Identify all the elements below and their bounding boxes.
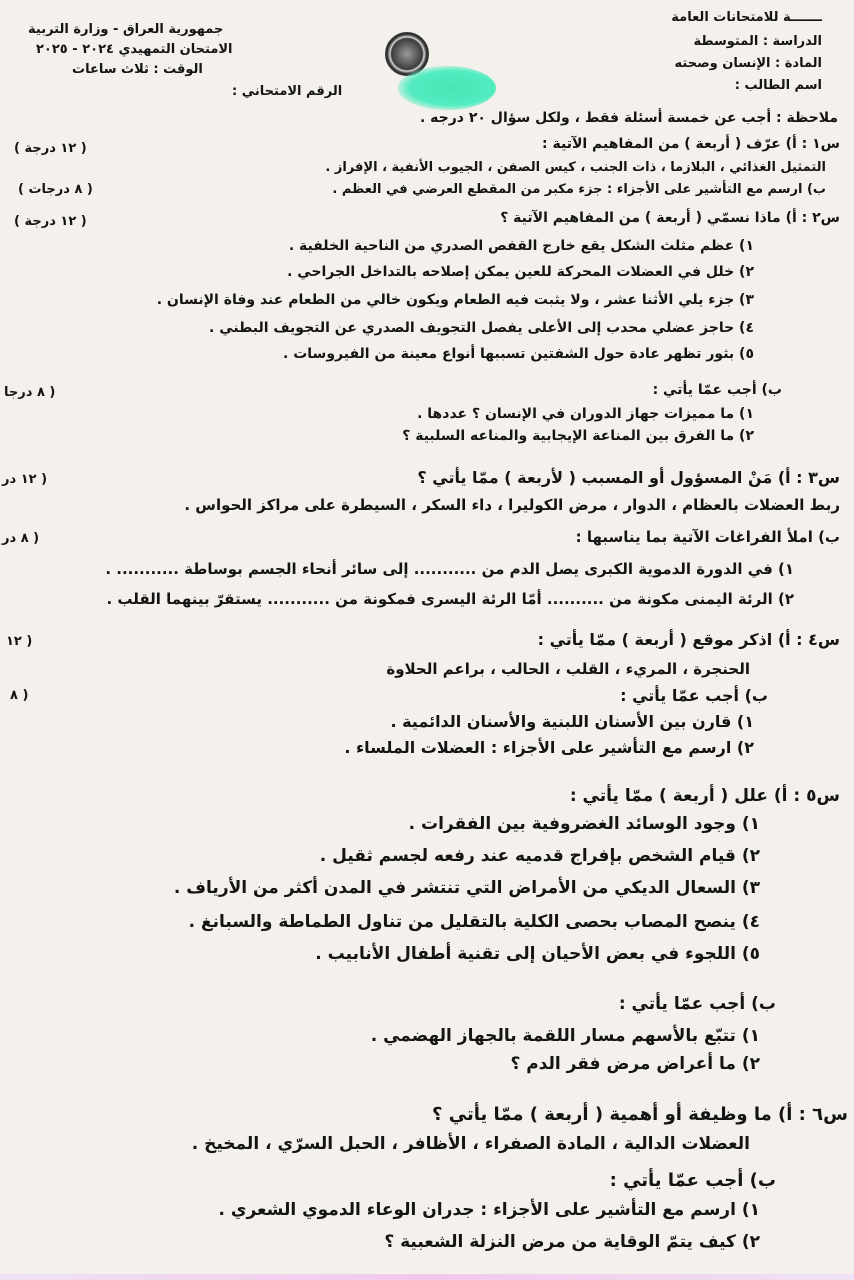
q5-a-item-1: ١) وجود الوسائد الغضروفية بين الفقرات . (408, 814, 760, 834)
q4-b-title: ب) أجب عمّا يأتي : (620, 686, 768, 705)
q3-b-title: ب) املأ الفراغات الآتية بما يناسبها : (575, 528, 840, 546)
q1-a-items: التمثيل الغذائي ، البلازما ، ذات الجنب ، كيس الصفن ، الجيوب الأنفية ، الإفراز . (325, 160, 826, 175)
q2-a-mark: ( ١٢ درجة ) (14, 214, 87, 229)
q2-b-mark: ( ٨ درجا (4, 385, 56, 400)
q5-a-item-4: ٤) ينصح المصاب بحصى الكلية بالتقليل من تناول الطماطة والسبانغ . (188, 912, 760, 932)
q4-b-item-1: ١) قارن بين الأسنان اللبنية والأسنان الدائمية . (390, 712, 754, 731)
page-bottom-edge (0, 1274, 854, 1280)
q5-b-title: ب) أجب عمّا يأتي : (618, 994, 776, 1014)
q1-b-mark: ( ٨ درجات ) (18, 182, 93, 197)
q3-a-title: س٣ : أ) مَنْ المسؤول أو المسبب ( لأربعة ) ممّا يأتي ؟ (417, 468, 840, 487)
q2-b-item-1: ١) ما مميزات جهاز الدوران في الإنسان ؟ عددها . (417, 406, 754, 422)
q3-b-mark: ( ٨ در (2, 531, 40, 546)
q5-a-title: س٥ : أ) علل ( أربعة ) ممّا يأتي : (569, 786, 840, 806)
q4-b-item-2: ٢) ارسم مع التأشير على الأجزاء : العضلات الملساء . (344, 738, 754, 757)
q6-a-title: س٦ : أ) ما وظيفة أو أهمية ( أربعة ) ممّا يأتي ؟ (432, 1104, 848, 1125)
header-right-line-1: ـــــــة للامتحانات العامة (671, 10, 822, 25)
header-right-line-4: اسم الطالب : (734, 78, 822, 93)
header-right-line-2: الدراسة : المتوسطة (693, 34, 822, 49)
header-right-line-3: المادة : الإنسان وصحته (674, 56, 822, 71)
q3-a-items: ربط العضلات بالعظام ، الدوار ، مرض الكوليرا ، داء السكر ، السيطرة على مراكز الحواس . (184, 496, 840, 514)
q2-a-item-5: ٥) بثور تظهر عادة حول الشفتين تسببها أنواع معينة من الفيروسات . (283, 346, 754, 362)
q6-b-item-2: ٢) كيف يتمّ الوقاية من مرض النزلة الشعبية ؟ (384, 1232, 760, 1252)
q4-b-mark: ( ٨ (10, 688, 29, 703)
q1-a-title: س١ : أ) عرّف ( أربعة ) من المفاهيم الآتية : (542, 136, 840, 152)
q5-b-item-1: ١) تتبّع بالأسهم مسار اللقمة بالجهاز الهضمي . (370, 1026, 760, 1046)
header-left-line-1: جمهورية العراق - وزارة التربية (28, 22, 224, 37)
q5-a-item-2: ٢) قيام الشخص بإفراج قدميه عند رفعه لجسم ثقيل . (319, 846, 760, 866)
q5-a-item-5: ٥) اللجوء في بعض الأحيان إلى تقنية أطفال الأنابيب . (315, 944, 760, 964)
q2-a-item-4: ٤) حاجز عضلي محدب إلى الأعلى يفصل التجويف الصدري عن التجويف البطني . (209, 320, 754, 336)
q1-a-mark: ( ١٢ درجة ) (14, 141, 87, 156)
q4-a-mark: ( ١٢ (6, 634, 33, 649)
q2-b-item-2: ٢) ما الفرق بين المناعة الإيجابية والمناعه السلبية ؟ (402, 428, 754, 444)
q2-a-title: س٢ : أ) ماذا نسمّي ( أربعة ) من المفاهيم الآتية ؟ (500, 210, 840, 226)
q4-a-items: الحنجرة ، المريء ، القلب ، الحالب ، براعم الحلاوة (386, 660, 750, 678)
q2-a-item-2: ٢) خلل في العضلات المحركة للعين يمكن إصلاحه بالتداخل الجراحي . (287, 264, 754, 280)
q3-b-item-2: ٢) الرئة اليمنى مكونة من .......... أمّا الرئة اليسرى فمكونة من ........... يستقرّ بينهما القلب . (106, 590, 794, 608)
q5-a-item-3: ٣) السعال الديكي من الأمراض التي تنتشر في المدن أكثر من الأرياف . (173, 878, 760, 898)
header-left-line-2: الامتحان التمهيدي ٢٠٢٤ - ٢٠٢٥ (36, 42, 233, 57)
exam-note: ملاحظة : أجب عن خمسة أسئلة فقط ، ولكل سؤال ٢٠ درجه . (419, 110, 838, 126)
q1-b-title: ب) ارسم مع التأشير على الأجزاء : جزء مكبر من المقطع العرضي في العظم . (332, 182, 826, 197)
q3-a-mark: ( ١٢ در (2, 472, 48, 487)
exam-number-label: الرقم الامتحاني : (232, 84, 343, 99)
q2-a-item-3: ٣) جزء يلي الأثنا عشر ، ولا يثبت فيه الطعام ويكون خالي من الطعام عند وفاة الإنسان . (156, 292, 754, 308)
q5-b-item-2: ٢) ما أعراض مرض فقر الدم ؟ (510, 1054, 760, 1074)
q6-b-item-1: ١) ارسم مع التأشير على الأجزاء : جدران الوعاء الدموي الشعري . (218, 1200, 760, 1220)
q3-b-item-1: ١) في الدورة الدموية الكبرى يصل الدم من ........... إلى سائر أنحاء الجسم بوساطة ........... . (105, 560, 794, 578)
header-left-line-3: الوقت : ثلاث ساعات (72, 62, 203, 77)
q2-a-item-1: ١) عظم مثلث الشكل يقع خارج القفص الصدري من الناحية الخلفية . (288, 238, 754, 254)
q2-b-title: ب) أجب عمّا يأتي : (652, 382, 782, 398)
q6-b-title: ب) أجب عمّا يأتي : (609, 1170, 776, 1191)
redaction-blot (398, 66, 496, 110)
q4-a-title: س٤ : أ) اذكر موقع ( أربعة ) ممّا يأتي : (537, 630, 840, 649)
q6-a-items: العضلات الدالية ، المادة الصفراء ، الأظافر ، الحبل السرّي ، المخيخ . (191, 1134, 750, 1154)
